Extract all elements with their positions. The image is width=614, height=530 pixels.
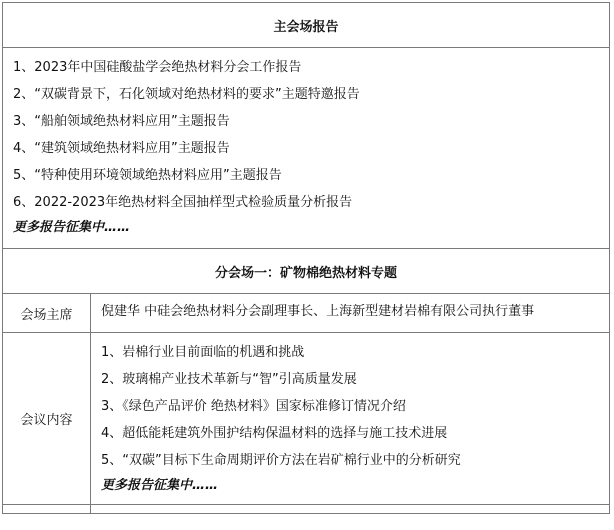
main-venue-title: 主会场报告 (3, 3, 610, 48)
main-venue-item: 1、2023年中国硅酸盐学会绝热材料分会工作报告 (13, 60, 302, 75)
chair-row (3, 294, 610, 333)
content-item: 4、超低能耗建筑外围护结构保温材料的选择与施工技术进展 (101, 426, 448, 441)
sub-venue-title: 分会场一：矿物棉绝热材料专题 (3, 249, 610, 294)
content-label: 会议内容 (3, 333, 91, 505)
content-items (91, 333, 610, 505)
chair-text: 倪建华 中硅会绝热材料分会副理事长、上海新型建材岩棉有限公司执行董事 (91, 294, 610, 333)
chair-label: 会场主席 (3, 294, 91, 333)
main-venue-title-row (3, 3, 610, 48)
main-venue-item: 2、“双碳背景下，石化领域对绝热材料的要求”主题特邀报告 (13, 87, 360, 102)
sub-venue-more-note: 更多报告征集中…… (101, 478, 219, 493)
continuation-cell-right (91, 505, 610, 514)
agenda-table (2, 2, 610, 514)
content-item: 3、《绿色产品评价 绝热材料》国家标准修订情况介绍 (101, 399, 406, 414)
main-venue-item: 6、2022-2023年绝热材料全国抽样型式检验质量分析报告 (13, 195, 353, 210)
continuation-cell-left (3, 505, 91, 514)
continuation-row (3, 505, 610, 514)
content-item: 2、玻璃棉产业技术革新与“智”引高质量发展 (101, 372, 357, 387)
content-item: 5、“双碳”目标下生命周期评价方法在岩矿棉行业中的分析研究 (101, 453, 461, 468)
main-venue-items-row (3, 48, 610, 249)
sub-venue-title-row (3, 249, 610, 294)
main-venue-items (3, 48, 610, 249)
content-row (3, 333, 610, 505)
main-venue-item: 3、“船舶领域绝热材料应用”主题报告 (13, 114, 230, 129)
content-item: 1、岩棉行业目前面临的机遇和挑战 (101, 345, 305, 360)
main-venue-item: 5、“特种使用环境领域绝热材料应用”主题报告 (13, 168, 282, 183)
main-venue-item: 4、“建筑领域绝热材料应用”主题报告 (13, 141, 230, 156)
main-venue-more-note: 更多报告征集中…… (13, 220, 131, 235)
